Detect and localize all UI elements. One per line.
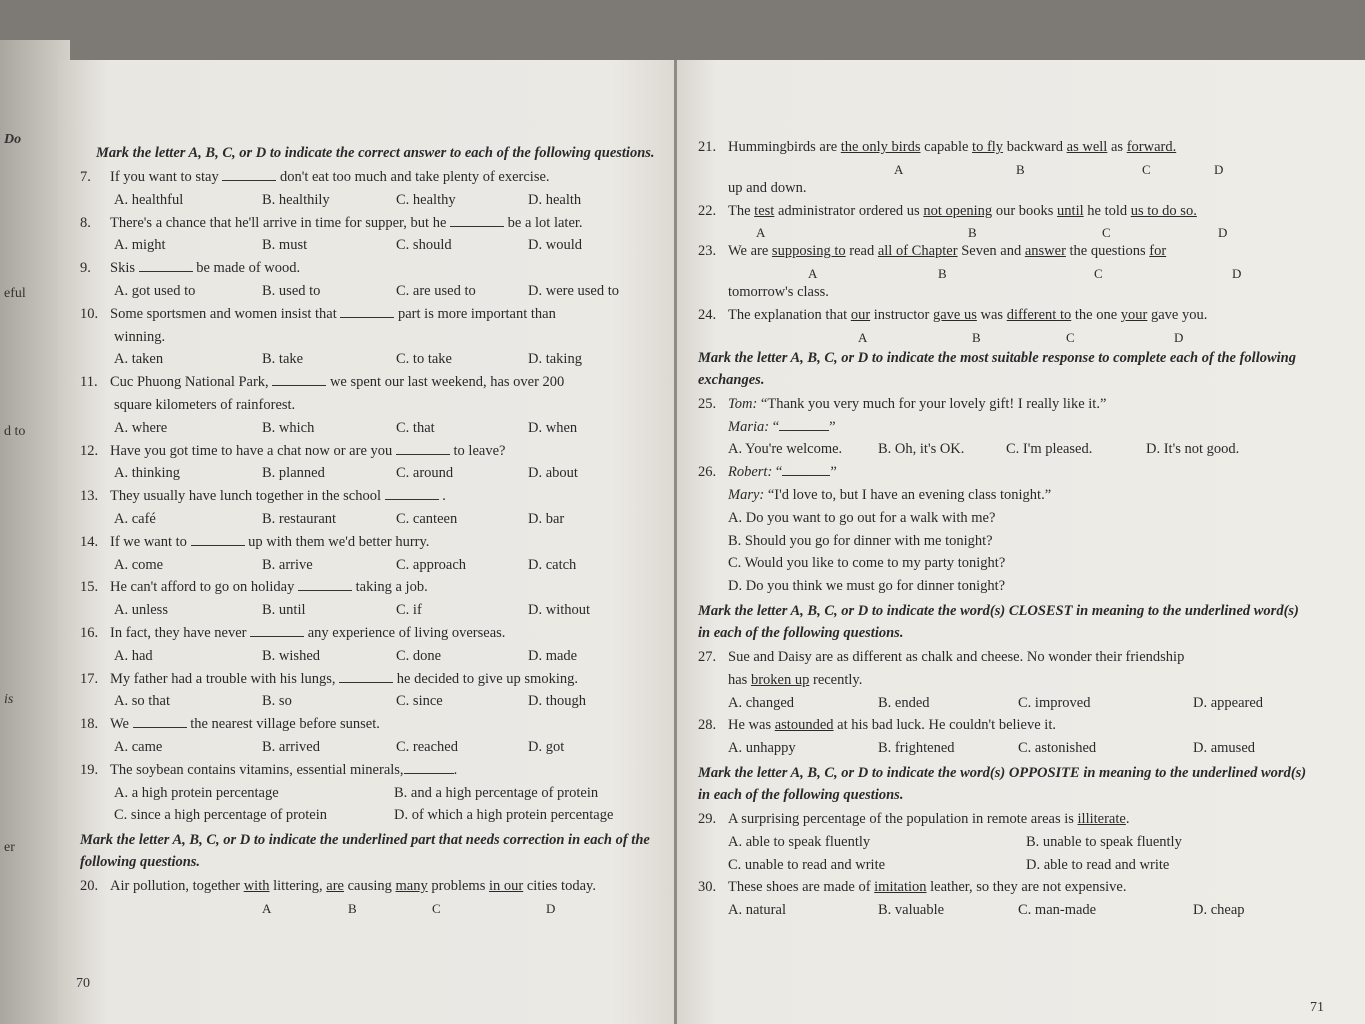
option-a[interactable]: A. where [114,419,168,436]
margin-fragment: eful [4,286,26,301]
option-a[interactable]: A. natural [728,902,786,919]
question-26: 26. Robert: “ ” Mary: “I'd love to, but I have an evening class tonight.” A. Do you want to go out for a walk with me? B. Should you go for dinner with me tonight? C. Would you like to come to my party tonight? D. Do you think we must go for dinner tonight? [698,461,1310,598]
question-21: 21. Hummingbirds are the only birds capable to fly backward as well as forward. A B C D up and down. [698,139,1224,196]
option-a[interactable]: A. taken [114,351,164,368]
option-a[interactable]: A. a high protein percentage [114,784,279,801]
option-a[interactable]: A. unhappy [728,740,796,757]
question-item: 15. He can't afford to go on holiday taking a job. A. unless B. until C. if D. without [80,576,665,622]
option-a[interactable]: A. healthful [114,191,184,208]
option-b[interactable]: B. healthily [262,191,330,208]
option-a[interactable]: A. come [114,556,164,573]
answer-blank[interactable] [450,212,504,227]
option-c[interactable]: C. Would you like to come to my party tonight? [728,555,1006,572]
option-b[interactable]: B. take [262,351,304,368]
question-item: 16. In fact, they have never any experience of living overseas. A. had B. wished C. done D. made [80,622,665,668]
option-b[interactable]: B. Should you go for dinner with me tonight? [728,532,993,549]
answer-blank[interactable] [396,440,450,455]
answer-blank[interactable] [385,485,439,500]
option-c[interactable]: C. unable to read and write [728,856,886,873]
option-a[interactable]: A. unless [114,602,168,619]
option-c[interactable]: C. are used to [396,282,476,299]
question-28: 28. He was astounded at his bad luck. He couldn't believe it. A. unhappy B. frightened C. astonished D. amused [698,714,1310,760]
option-c[interactable]: C. improved [1018,694,1091,711]
answer-blank[interactable] [250,622,304,637]
option-d[interactable]: D. able to read and write [1026,856,1170,873]
option-c[interactable]: C. around [396,465,454,482]
option-a[interactable]: A. café [114,510,156,527]
option-c[interactable]: C. should [396,237,452,254]
option-a[interactable]: A. got used to [114,282,196,299]
option-d[interactable]: D. bar [528,510,565,527]
book-gutter [674,60,677,1024]
section-instruction: Mark the letter A, B, C, or D to indicate the most suitable response to complete each of the following exchanges. [698,349,1296,388]
option-d[interactable]: D. without [528,602,591,619]
option-b[interactable]: B. wished [262,647,320,664]
option-d[interactable]: D. when [528,419,578,436]
option-a[interactable]: A. thinking [114,465,181,482]
left-column [80,140,665,916]
question-27: 27. Sue and Daisy are as different as chalk and cheese. No wonder their friendship has broken up recently. A. changed B. ended C. improved D. appeared [698,646,1310,714]
question-item: 11. Cuc Phuong National Park, we spent our last weekend, has over 200 square kilometers of rainforest. A. where B. which C. that D. when [80,371,665,439]
option-b[interactable]: B. arrived [262,738,320,755]
question-19: 19. The soybean contains vitamins, essential minerals, . A. a high protein percentage B. and a high percentage of protein C. since a high percentage of protein D. of which a high protein percentage [80,759,665,827]
option-c[interactable]: C. done [396,647,442,664]
option-b[interactable]: B. must [262,237,308,254]
answer-blank[interactable] [222,166,276,181]
option-d[interactable]: D. of which a high protein percentage [394,807,614,824]
question-item: 8. There's a chance that he'll arrive in time for supper, but he be a lot later. A. might B. must C. should D. would [80,212,665,258]
option-b[interactable]: B. used to [262,282,321,299]
option-d[interactable]: D. Do you think we must go for dinner tonight? [728,578,1006,595]
section-instruction: Mark the letter A, B, C, or D to indicate the underlined part that needs correction in each of the following questions. [80,832,650,871]
answer-blank[interactable] [340,303,394,318]
section-instruction: Mark the letter A, B, C, or D to indicate the word(s) CLOSEST in meaning to the underlined word(s) in each of the following questions. [698,602,1299,641]
question-item: 14. If we want to up with them we'd better hurry. A. come B. arrive C. approach D. catch [80,531,665,577]
option-c[interactable]: C. healthy [396,191,456,208]
option-a[interactable]: A. Do you want to go out for a walk with me? [728,509,996,526]
option-b[interactable]: B. restaurant [262,510,337,527]
question-30: 30. These shoes are made of imitation leather, so they are not expensive. A. natural B. valuable C. man-made D. cheap [698,876,1310,922]
question-item: 17. My father had a trouble with his lungs, he decided to give up smoking. A. so that B. so C. since D. though [80,668,665,714]
question-item: 13. They usually have lunch together in the school . A. café B. restaurant C. canteen D. bar [80,485,665,531]
answer-blank[interactable] [339,668,393,683]
answer-blank[interactable] [298,576,352,591]
option-d[interactable]: D. amused [1193,740,1256,757]
option-d[interactable]: D. made [528,647,578,664]
option-d[interactable]: D. taking [528,351,582,368]
option-b[interactable]: B. planned [262,465,325,482]
answer-blank[interactable] [139,257,193,272]
option-b[interactable]: B. which [262,419,315,436]
section-instruction: Mark the letter A, B, C, or D to indicate the correct answer to each of the following questions. [96,145,655,161]
question-25: 25. Tom: “Thank you very much for your lovely gift! I really like it.” Maria: “ ” A. You're welcome. B. Oh, it's OK. C. I'm pleased. D. It's not good. [698,393,1310,461]
option-b[interactable]: B. frightened [878,740,955,757]
answer-blank[interactable] [133,713,187,728]
option-a[interactable]: A. came [114,738,163,755]
question-item: 7. If you want to stay don't eat too much and take plenty of exercise. A. healthful B. healthily C. healthy D. health [80,166,665,212]
margin-fragment: d to [4,424,26,439]
question-list [80,166,665,759]
option-d[interactable]: D. It's not good. [1146,441,1240,458]
option-c[interactable]: C. man-made [1018,902,1097,919]
answer-blank[interactable] [272,371,326,386]
section-instruction: Mark the letter A, B, C, or D to indicate the word(s) OPPOSITE in meaning to the underlined word(s) in each of the following questions. [698,764,1307,803]
option-a[interactable]: A. might [114,237,166,254]
option-b[interactable]: B. arrive [262,556,313,573]
option-c[interactable]: C. astonished [1018,740,1097,757]
question-item: 18. We the nearest village before sunset. A. came B. arrived C. reached D. got [80,713,665,759]
option-d[interactable]: D. though [528,693,586,710]
page-number: 71 [1310,1000,1324,1015]
option-a[interactable]: A. so that [114,693,170,710]
option-c[interactable]: C. since a high percentage of protein [114,807,327,824]
option-c[interactable]: C. if [396,602,422,619]
option-a[interactable]: A. changed [728,694,795,711]
answer-blank[interactable] [191,531,245,546]
question-24: 24. The explanation that our instructor gave us was different to the one your gave you. A B C D [698,306,1208,345]
option-d[interactable]: D. were used to [528,282,620,299]
option-b[interactable]: B. until [262,602,306,619]
option-d[interactable]: D. cheap [1193,902,1245,919]
option-b[interactable]: B. so [262,693,292,710]
option-c[interactable]: C. to take [396,351,452,368]
question-23: 23. We are supposing to read all of Chapter Seven and answer the questions for A B C D tomorrow's class. [698,243,1242,301]
question-item: 10. Some sportsmen and women insist that part is more important than winning. A. taken B. take C. to take D. taking [80,303,665,371]
question-20: 20. Air pollution, together with littering, are causing many problems in our cities today. A B C D [80,875,665,916]
option-d[interactable]: D. about [528,465,578,482]
margin-fragment: Do [4,132,22,147]
answer-letters: A B C D [262,900,556,916]
right-column [698,136,1310,922]
question-item: 12. Have you got time to have a chat now or are you to leave? A. thinking B. planned C. around D. about [80,440,665,486]
option-d[interactable]: D. would [528,237,582,254]
question-item: 9. Skis be made of wood. A. got used to B. used to C. are used to D. were used to [80,257,665,303]
question-22: 22. The test administrator ordered us not opening our books until he told us to do so. A B C D [698,202,1228,241]
margin-fragment: is [4,692,14,707]
question-29: 29. A surprising percentage of the population in remote areas is illiterate. A. able to speak fluently B. unable to speak fluently C. unable to read and write D. able to read and write [698,808,1310,876]
option-c[interactable]: C. approach [396,556,467,573]
option-c[interactable]: C. that [396,419,435,436]
page-number: 70 [76,976,90,991]
option-b[interactable]: B. unable to speak fluently [1026,833,1182,850]
option-c[interactable]: C. since [396,693,443,710]
option-d[interactable]: D. catch [528,556,577,573]
option-d[interactable]: D. appeared [1193,694,1264,711]
option-c[interactable]: C. I'm pleased. [1006,441,1093,458]
option-a[interactable]: A. had [114,647,153,664]
option-b[interactable]: B. ended [878,694,930,711]
option-b[interactable]: B. Oh, it's OK. [878,441,965,458]
option-d[interactable]: D. got [528,738,565,755]
option-c[interactable]: C. canteen [396,510,458,527]
option-a[interactable]: A. able to speak fluently [728,833,871,850]
option-b[interactable]: B. and a high percentage of protein [394,784,599,801]
option-d[interactable]: D. health [528,191,582,208]
option-a[interactable]: A. You're welcome. [728,441,843,458]
option-c[interactable]: C. reached [396,738,458,755]
option-b[interactable]: B. valuable [878,902,945,919]
margin-fragment: er [4,840,15,855]
